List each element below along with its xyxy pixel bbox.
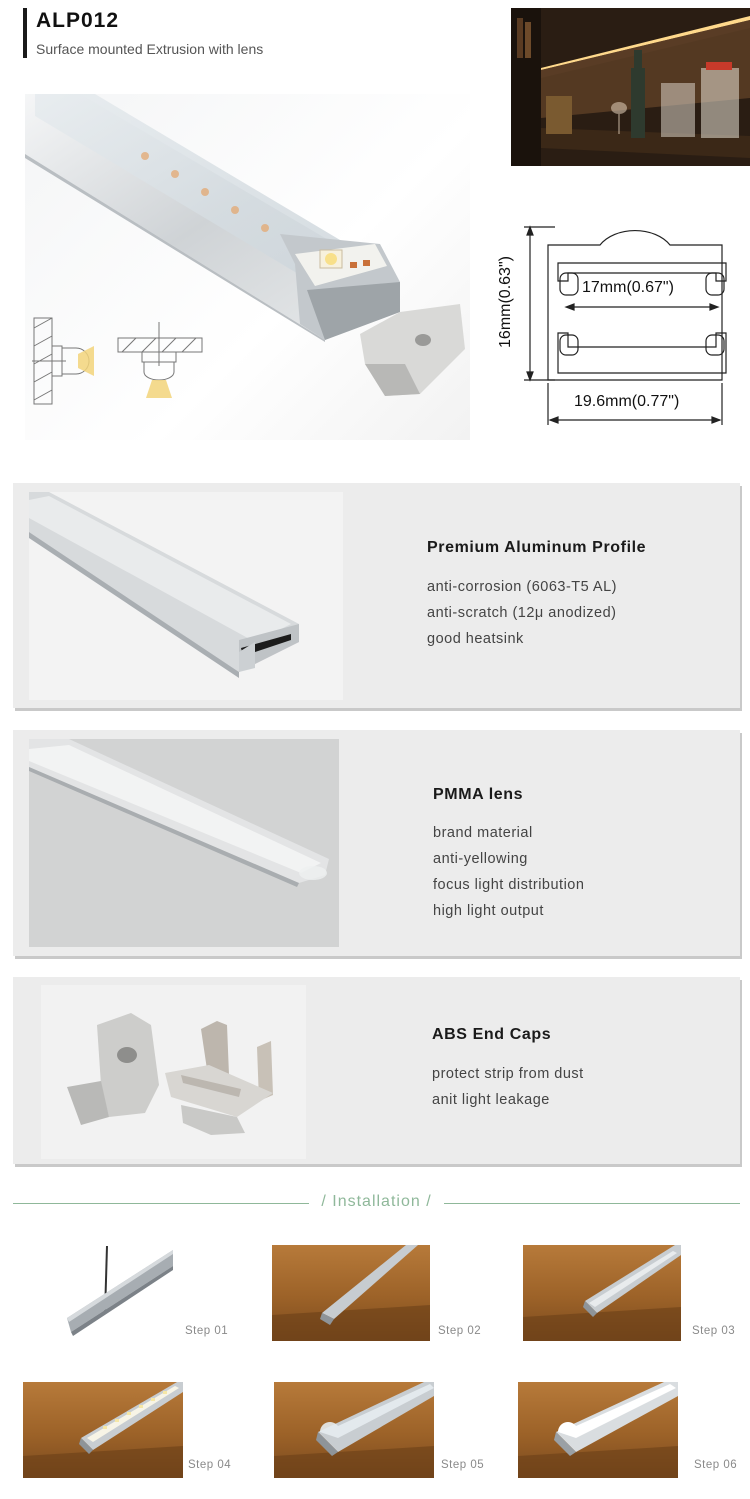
- feature-item: protect strip from dust: [432, 1066, 584, 1082]
- profile-mounted-illustration: [523, 1245, 681, 1341]
- abs-end-caps-image: [41, 985, 306, 1159]
- feature-panel-lens: [13, 730, 740, 956]
- title-accent-bar: [23, 8, 27, 58]
- feature-item: focus light distribution: [433, 877, 585, 893]
- step-label: Step 02: [438, 1325, 482, 1337]
- feature-list: [427, 574, 617, 652]
- aluminum-profile-photo: [29, 492, 343, 700]
- step-label: Step 05: [441, 1459, 485, 1471]
- pmma-lens-image: [29, 739, 339, 947]
- hero-product-image: [25, 94, 470, 440]
- pmma-lens-photo: [29, 739, 339, 947]
- feature-item: anti-scratch (12μ anodized): [427, 605, 617, 621]
- section-divider-right: [444, 1203, 740, 1204]
- mounting-direction-icon: [30, 316, 205, 406]
- install-step-02: [272, 1245, 492, 1345]
- product-subtitle: Surface mounted Extrusion with lens: [36, 41, 264, 57]
- step-01-image: [55, 1240, 180, 1340]
- inner-width-label: 17mm(0.67"): [582, 279, 674, 296]
- feature-item: anti-yellowing: [433, 851, 528, 867]
- feature-item: high light output: [433, 903, 544, 919]
- product-code: ALP012: [36, 9, 120, 32]
- step-04-image: [23, 1382, 183, 1478]
- step-label: Step 06: [694, 1459, 738, 1471]
- finished-lit-profile-illustration: [518, 1382, 678, 1478]
- step-label: Step 01: [185, 1325, 229, 1337]
- feature-title: ABS End Caps: [432, 1026, 552, 1043]
- install-step-05: [274, 1382, 494, 1482]
- install-step-06: [518, 1382, 746, 1482]
- step-03-image: [523, 1245, 681, 1341]
- step-label: Step 03: [692, 1325, 736, 1337]
- feature-panel-aluminum: [13, 483, 740, 708]
- install-step-01: [55, 1240, 245, 1340]
- cross-section-drawing: [497, 215, 750, 430]
- feature-list: [433, 820, 584, 924]
- feature-list: [432, 1061, 584, 1113]
- step-label: Step 04: [188, 1459, 232, 1471]
- install-step-03: [523, 1245, 743, 1345]
- feature-item: anti-corrosion (6063-T5 AL): [427, 579, 617, 595]
- lens-insertion-illustration: [274, 1382, 434, 1478]
- install-step-04: [23, 1382, 243, 1482]
- feature-item: brand material: [433, 825, 533, 841]
- feature-item: good heatsink: [427, 631, 524, 647]
- step-06-image: [518, 1382, 678, 1478]
- screw-fixing-illustration: [55, 1240, 180, 1340]
- section-divider-left: [13, 1203, 309, 1204]
- outer-width-label: 19.6mm(0.77"): [574, 393, 680, 410]
- application-photo-shelf: [511, 8, 750, 166]
- height-label: 16mm(0.63"): [497, 256, 514, 348]
- feature-title: PMMA lens: [433, 786, 524, 803]
- lit-shelf-scene: [511, 8, 750, 166]
- led-strip-insertion-illustration: [23, 1382, 183, 1478]
- profile-on-wood-illustration: [272, 1245, 430, 1341]
- feature-title: Premium Aluminum Profile: [427, 539, 647, 556]
- feature-panel-end-caps: [13, 977, 740, 1164]
- end-caps-photo: [41, 985, 306, 1159]
- aluminum-profile-image: [29, 492, 343, 700]
- installation-heading: / Installation /: [321, 1193, 432, 1210]
- step-05-image: [274, 1382, 434, 1478]
- feature-item: anit light leakage: [432, 1092, 550, 1108]
- step-02-image: [272, 1245, 430, 1341]
